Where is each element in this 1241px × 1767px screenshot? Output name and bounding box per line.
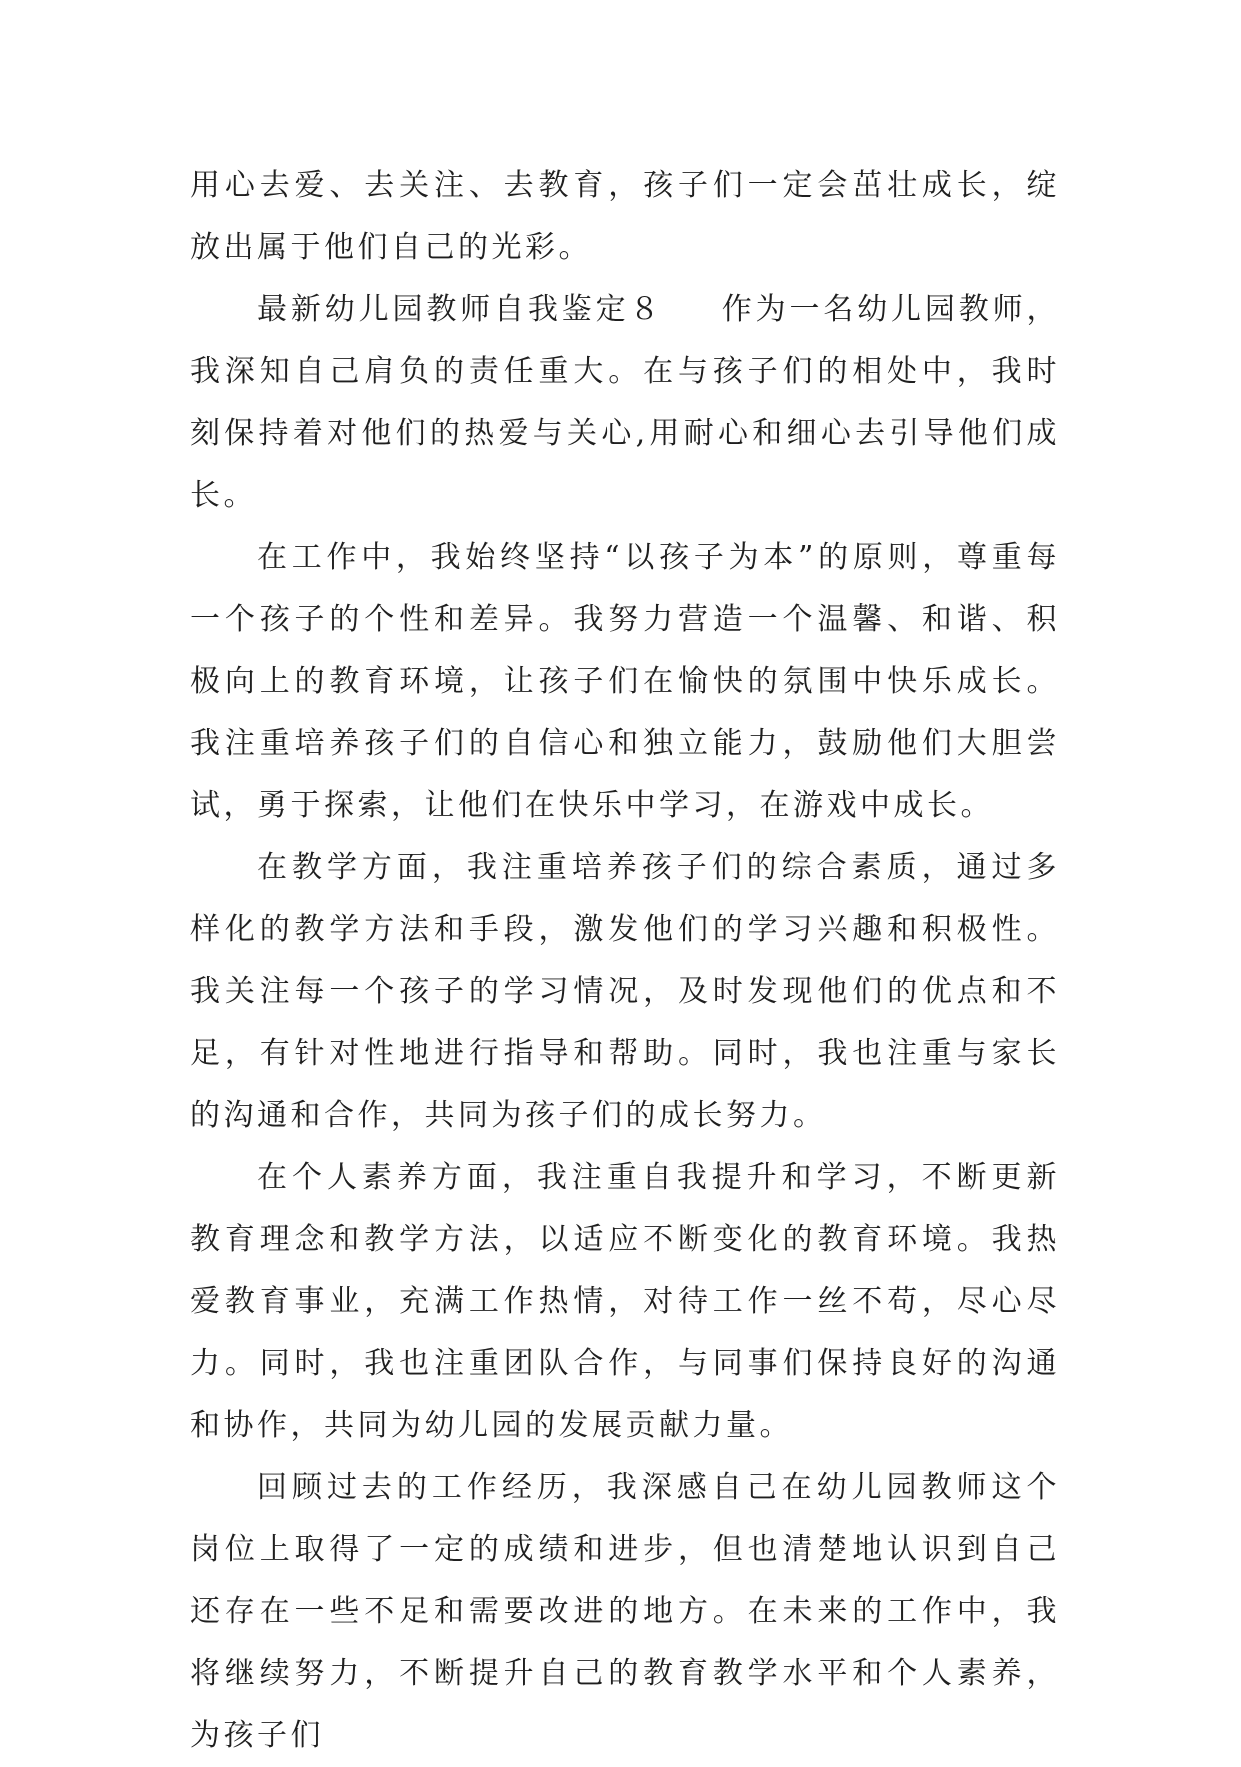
paragraph-review: 回顾过去的工作经历，我深感自己在幼儿园教师这个岗位上取得了一定的成绩和进步，但也清楚地认识到自己还存在一些不足和需要改进的地方。在未来的工作中，我将继续努力，不断提升自己的教育教学水平和个人素养，为孩子们 [190, 1470, 1060, 1753]
paragraph-section-heading [190, 279, 1060, 527]
paragraph-work: 在工作中，我始终坚持“以孩子为本”的原则，尊重每一个孩子的个性和差异。我努力营造一个温馨、和谐、积极向上的教育环境，让孩子们在愉快的氛围中快乐成长。我注重培养孩子们的自信心和独立能力，鼓励他们大胆尝试，勇于探索，让他们在快乐中学习，在游戏中成长。 [190, 540, 1060, 823]
document-body [190, 155, 1060, 1767]
section-heading: 最新幼儿园教师自我鉴定８ [257, 292, 664, 327]
paragraph-continuation: 用心去爱、去关注、去教育，孩子们一定会茁壮成长，绽放出属于他们自己的光彩。 [190, 168, 1060, 265]
paragraph-teaching: 在教学方面，我注重培养孩子们的综合素质，通过多样化的教学方法和手段，激发他们的学习兴趣和积极性。我关注每一个孩子的学习情况，及时发现他们的优点和不足，有针对性地进行指导和帮助。同时，我也注重与家长的沟通和合作，共同为孩子们的成长努力。 [190, 850, 1060, 1133]
section-intro-text: 作为一名幼儿园教师，我深知自己肩负的责任重大。在与孩子们的相处中，我时刻保持着对他们的热爱与关心,用耐心和细心去引导他们成长。 [190, 292, 1061, 513]
paragraph-personal: 在个人素养方面，我注重自我提升和学习，不断更新教育理念和教学方法，以适应不断变化的教育环境。我热爱教育事业，充满工作热情，对待工作一丝不苟，尽心尽力。同时，我也注重团队合作，与同事们保持良好的沟通和协作，共同为幼儿园的发展贡献力量。 [190, 1160, 1060, 1443]
